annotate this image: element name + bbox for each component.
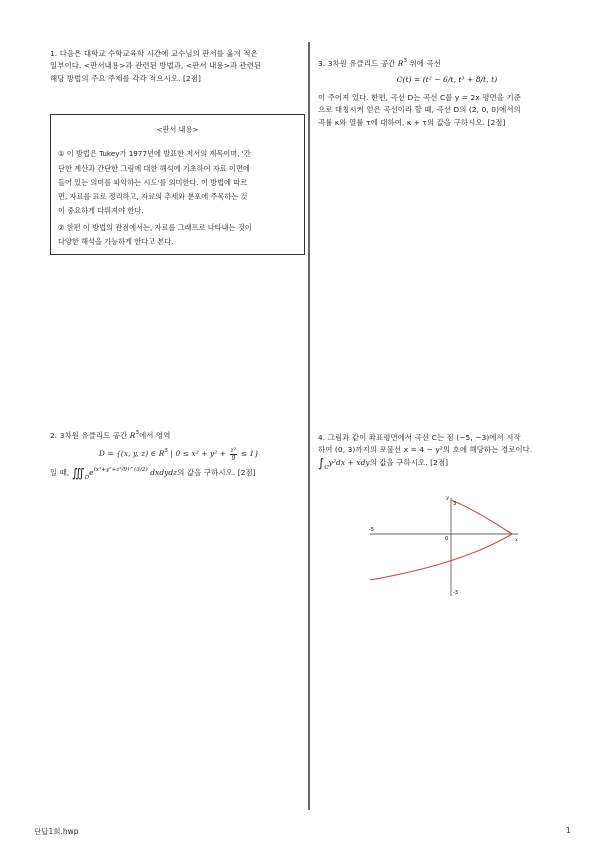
q1-box-line: 들어 있는 의미를 파악하는 시도'를 의미한다. 이 방법에 따르 (58, 177, 248, 187)
q2-integrand-base: e (89, 467, 94, 477)
q2-integrand-diff: dxdydz (147, 467, 178, 477)
q4-parabola-graph (362, 494, 522, 600)
q2-integral-subscript: D (84, 474, 90, 481)
q4-line-2: 하여 (0, 3)까지의 포물선 x = 4 − y²의 호에 해당하는 경로이다. (318, 445, 533, 455)
q3-text: 3. 3차원 유클리드 공간 (318, 59, 398, 68)
q4-line-integral: ∫ (318, 455, 325, 470)
q1-board-box (50, 114, 305, 255)
q1-box-line: 단한 계산과 간단한 그림에 대한 해석에 기초하여 자료 이면에 (58, 163, 250, 173)
question-1 (50, 48, 308, 85)
q4-line-3 (318, 457, 576, 474)
q4-text: 의 값을 구하시오. [2점] (369, 457, 449, 467)
tick-label-top: 3 (453, 501, 457, 507)
q2-region-lhs: D = {(x, y, z) ∈ R (98, 449, 165, 459)
tick-label-left: -5 (369, 527, 374, 533)
tick-label-bottom: -3 (453, 590, 458, 596)
q1-box-line: 다양한 해석을 가능하게 한다고 본다. (58, 237, 174, 247)
q2-region-mid: | 0 ≤ x² + y² + (167, 449, 229, 459)
q2-region-exp: 3 (164, 448, 168, 455)
axis-label-y: y (446, 495, 449, 501)
axis-label-x: x (515, 537, 518, 543)
q3-line-1 (318, 55, 576, 70)
q3-space-symbol: R (397, 59, 404, 68)
q1-line-3: 해당 방법의 주요 주제를 각각 적으시오. [2점] (50, 73, 201, 83)
question-2 (50, 427, 308, 484)
q2-region-formula (50, 445, 308, 462)
q2-text: 일 때, (50, 467, 72, 477)
q2-text: 의 값을 구하시오. [2점] (177, 467, 256, 477)
q2-frac-num: z² (230, 446, 237, 454)
question-3 (318, 55, 576, 129)
q1-box-title: <판서 내용> (156, 125, 199, 134)
q3-line-5: 곡률 κ와 열률 τ에 대하여, κ + τ의 값을 구하시오. [2점] (318, 117, 506, 127)
q1-line-1: 1. 다음은 대학교 수학교육학 시간에 교수님의 판서를 옮겨 적은 (50, 49, 258, 58)
q1-box-line: 이 중요하게 다뤄져야 한다. (58, 206, 144, 216)
q1-box-line: ② 한편 이 방법의 관점에서는, 자료를 그래프로 나타내는 것이 (58, 222, 252, 232)
question-4 (318, 432, 576, 474)
q2-region-fraction (230, 447, 238, 462)
q1-box-line: 면, 자료를 표로 정리하고, 자료의 추세와 분포에 주목하는 것 (58, 192, 248, 202)
q1-box-line: ① 이 방법은 Tukey가 1977년에 발표한 저서의 제목이며, '간 (58, 149, 251, 159)
q2-line-1 (50, 427, 308, 442)
q2-space-exp: 3 (135, 430, 140, 436)
q3-line-3: 이 주어져 있다. 한편, 곡선 D는 곡선 C를 y = 2x 평면을 기준 (318, 92, 521, 102)
q1-line-2: 일부이다. <판서내용>과 관련된 방법과, <판서 내용>과 관련된 (50, 61, 262, 71)
q2-region-rhs: ≤ 1} (238, 449, 260, 459)
q3-curve-formula: C(t) = (t² − 6/t, t³ + 8/t, t) (396, 75, 498, 85)
footer-filename: 단답1회.hwp (34, 827, 79, 836)
q2-frac-den: 9 (231, 454, 236, 462)
q4-integrand: y²dx + xdy (328, 457, 370, 467)
footer-page-number: 1 (566, 826, 571, 835)
q2-text: 2. 3차원 유클리드 공간 (50, 431, 130, 440)
q2-space-symbol: R (129, 431, 136, 440)
q2-triple-integral: ∭ (71, 465, 85, 480)
column-divider (308, 42, 310, 810)
tick-label-zero: 0 (445, 536, 449, 542)
q3-line-4: 으로 대칭시켜 얻은 곡선이라 할 때, 곡선 D의 (2, 0, 0)에서의 (318, 105, 521, 115)
q2-integrand-exponent: (x²+y²+z²/9)^(3/2) (93, 466, 148, 473)
q4-line-1: 4. 그림과 같이 좌표평면에서 곡선 C는 점 (−5, −3)에서 시작 (318, 433, 521, 442)
q3-text: 위에 곡선 (407, 59, 441, 68)
q4-integral-subscript: C (324, 464, 329, 471)
q3-space-exp: 3 (403, 58, 408, 64)
parabola-curve (370, 500, 512, 580)
q2-text: 에서 영역 (139, 431, 171, 440)
q2-line-3 (50, 464, 308, 484)
